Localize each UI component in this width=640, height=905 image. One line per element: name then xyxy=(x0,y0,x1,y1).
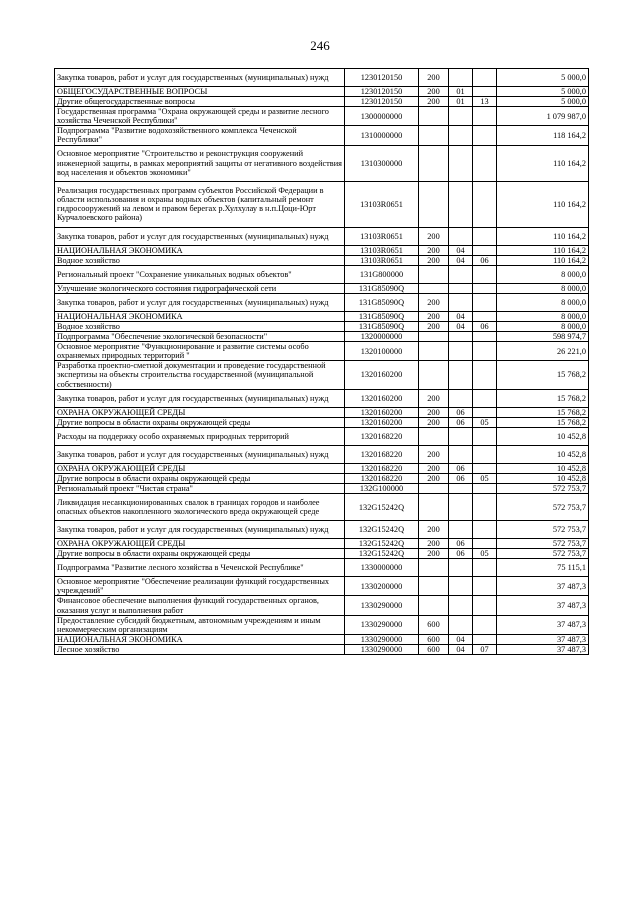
cell-code: 132G100000 xyxy=(345,483,419,493)
table-row xyxy=(55,126,589,145)
table-row xyxy=(55,473,589,483)
cell-vr: 200 xyxy=(419,389,449,407)
table-row xyxy=(55,634,589,644)
cell-sum: 110 164,2 xyxy=(497,145,589,181)
cell-vr xyxy=(419,181,449,227)
table-row xyxy=(55,427,589,445)
cell-rz: 01 xyxy=(449,97,473,107)
cell-name: НАЦИОНАЛЬНАЯ ЭКОНОМИКА xyxy=(55,245,345,255)
cell-vr: 600 xyxy=(419,615,449,634)
cell-pr xyxy=(473,463,497,473)
cell-name: НАЦИОНАЛЬНАЯ ЭКОНОМИКА xyxy=(55,634,345,644)
cell-pr: 06 xyxy=(473,255,497,265)
cell-sum: 26 221,0 xyxy=(497,342,589,361)
cell-code: 1320160200 xyxy=(345,417,419,427)
cell-code: 1330290000 xyxy=(345,615,419,634)
cell-rz xyxy=(449,181,473,227)
cell-sum: 15 768,2 xyxy=(497,361,589,389)
cell-pr: 05 xyxy=(473,417,497,427)
table-row xyxy=(55,245,589,255)
cell-pr xyxy=(473,539,497,549)
cell-rz: 04 xyxy=(449,321,473,331)
cell-pr xyxy=(473,577,497,596)
cell-pr xyxy=(473,494,497,521)
cell-name: Подпрограмма "Развитие лесного хозяйства в Чеченской Республике" xyxy=(55,559,345,577)
cell-rz xyxy=(449,427,473,445)
cell-sum: 110 164,2 xyxy=(497,245,589,255)
cell-vr xyxy=(419,577,449,596)
cell-rz xyxy=(449,126,473,145)
cell-sum: 572 753,7 xyxy=(497,483,589,493)
cell-pr xyxy=(473,293,497,311)
cell-vr xyxy=(419,342,449,361)
cell-rz xyxy=(449,361,473,389)
cell-pr xyxy=(473,332,497,342)
cell-pr xyxy=(473,126,497,145)
cell-name: Основное мероприятие "Функционирование и развитие системы особо охраняемых природных территорий " xyxy=(55,342,345,361)
cell-sum: 110 164,2 xyxy=(497,181,589,227)
cell-name: Закупка товаров, работ и услуг для государственных (муниципальных) нужд xyxy=(55,445,345,463)
table-row xyxy=(55,417,589,427)
cell-name: Разработка проектно-сметной документации и проведение государственной экспертизы на объекты строительства государственной (муниципальной собственности) xyxy=(55,361,345,389)
cell-code: 131G85090Q xyxy=(345,293,419,311)
cell-code: 1310300000 xyxy=(345,145,419,181)
cell-pr xyxy=(473,245,497,255)
cell-rz xyxy=(449,293,473,311)
cell-vr: 200 xyxy=(419,463,449,473)
table-row xyxy=(55,577,589,596)
cell-sum: 110 164,2 xyxy=(497,227,589,245)
cell-rz: 04 xyxy=(449,634,473,644)
cell-vr xyxy=(419,332,449,342)
cell-name: ОБЩЕГОСУДАРСТВЕННЫЕ ВОПРОСЫ xyxy=(55,87,345,97)
table-row xyxy=(55,361,589,389)
cell-vr: 200 xyxy=(419,69,449,87)
cell-sum: 8 000,0 xyxy=(497,321,589,331)
cell-code: 1230120150 xyxy=(345,69,419,87)
table-row xyxy=(55,255,589,265)
cell-pr xyxy=(473,634,497,644)
cell-sum: 37 487,3 xyxy=(497,644,589,654)
cell-name: Основное мероприятие "Строительство и реконструкция сооружений инженерной защиты, в рамках мероприятий защиты от негативного воздействия вод населения и объектов экономики" xyxy=(55,145,345,181)
cell-name: ОХРАНА ОКРУЖАЮЩЕЙ СРЕДЫ xyxy=(55,539,345,549)
table-row xyxy=(55,145,589,181)
cell-vr: 200 xyxy=(419,417,449,427)
cell-pr xyxy=(473,87,497,97)
cell-sum: 598 974,7 xyxy=(497,332,589,342)
cell-code: 1320168220 xyxy=(345,463,419,473)
cell-sum: 8 000,0 xyxy=(497,311,589,321)
cell-sum: 10 452,8 xyxy=(497,427,589,445)
cell-pr xyxy=(473,427,497,445)
cell-vr: 200 xyxy=(419,97,449,107)
cell-rz: 06 xyxy=(449,417,473,427)
table-row xyxy=(55,596,589,615)
table-row xyxy=(55,332,589,342)
cell-rz xyxy=(449,521,473,539)
cell-sum: 8 000,0 xyxy=(497,265,589,283)
cell-rz xyxy=(449,559,473,577)
cell-code: 1330290000 xyxy=(345,634,419,644)
cell-sum: 5 000,0 xyxy=(497,69,589,87)
cell-rz: 06 xyxy=(449,463,473,473)
table-row xyxy=(55,463,589,473)
cell-name: Водное хозяйство xyxy=(55,321,345,331)
cell-rz: 04 xyxy=(449,245,473,255)
cell-pr xyxy=(473,407,497,417)
budget-table-body xyxy=(55,69,589,655)
cell-name: Другие общегосударственные вопросы xyxy=(55,97,345,107)
cell-code: 1320160200 xyxy=(345,389,419,407)
table-row xyxy=(55,293,589,311)
cell-sum: 110 164,2 xyxy=(497,255,589,265)
cell-code: 1230120150 xyxy=(345,87,419,97)
table-row xyxy=(55,483,589,493)
cell-rz xyxy=(449,227,473,245)
cell-code: 1320160200 xyxy=(345,407,419,417)
cell-sum: 5 000,0 xyxy=(497,97,589,107)
page-number: 246 xyxy=(310,38,330,53)
cell-code: 1330000000 xyxy=(345,559,419,577)
cell-sum: 10 452,8 xyxy=(497,473,589,483)
cell-name: Основное мероприятие "Обеспечение реализации функций государственных учреждений" xyxy=(55,577,345,596)
table-row xyxy=(55,644,589,654)
cell-code: 132G15242Q xyxy=(345,521,419,539)
table-row xyxy=(55,181,589,227)
cell-name: Подпрограмма "Развитие водохозяйственного комплекса Чеченской Республики" xyxy=(55,126,345,145)
cell-pr: 06 xyxy=(473,321,497,331)
cell-vr: 600 xyxy=(419,644,449,654)
cell-name: Государственная программа "Охрана окружающей среды и развитие лесного хозяйства Чеченской Республики" xyxy=(55,107,345,126)
cell-name: Водное хозяйство xyxy=(55,255,345,265)
table-row xyxy=(55,445,589,463)
cell-vr: 200 xyxy=(419,321,449,331)
cell-pr xyxy=(473,361,497,389)
cell-pr xyxy=(473,596,497,615)
cell-sum: 37 487,3 xyxy=(497,615,589,634)
cell-vr xyxy=(419,483,449,493)
cell-sum: 572 753,7 xyxy=(497,549,589,559)
cell-name: Закупка товаров, работ и услуг для государственных (муниципальных) нужд xyxy=(55,227,345,245)
cell-pr xyxy=(473,521,497,539)
cell-code: 1320100000 xyxy=(345,342,419,361)
cell-code: 132G15242Q xyxy=(345,539,419,549)
cell-sum: 15 768,2 xyxy=(497,417,589,427)
cell-vr: 200 xyxy=(419,549,449,559)
cell-name: Улучшение экологического состояния гидрографической сети xyxy=(55,283,345,293)
cell-code: 1330200000 xyxy=(345,577,419,596)
cell-vr: 200 xyxy=(419,227,449,245)
table-row xyxy=(55,549,589,559)
cell-sum: 572 753,7 xyxy=(497,521,589,539)
cell-rz: 06 xyxy=(449,539,473,549)
cell-sum: 572 753,7 xyxy=(497,494,589,521)
cell-name: Реализация государственных программ субъектов Российской Федерации в области использования и охраны водных объектов (капитальный ремонт гидросооружений на левом и правом берегах р.Хулхулау в н.п.Цоци-Юрт Курчалоевского района) xyxy=(55,181,345,227)
table-row xyxy=(55,227,589,245)
cell-rz xyxy=(449,107,473,126)
cell-rz: 04 xyxy=(449,644,473,654)
cell-name: Другие вопросы в области охраны окружающей среды xyxy=(55,417,345,427)
cell-pr xyxy=(473,227,497,245)
cell-rz xyxy=(449,283,473,293)
cell-name: Финансовое обеспечение выполнения функций государственных органов, оказания услуг и выполнения работ xyxy=(55,596,345,615)
cell-sum: 572 753,7 xyxy=(497,539,589,549)
cell-vr xyxy=(419,126,449,145)
cell-name: Ликвидация несанкционированных свалок в границах городов и наиболее опасных объектов накопленного экологического вреда окружающей среде xyxy=(55,494,345,521)
table-row xyxy=(55,107,589,126)
cell-code: 132G15242Q xyxy=(345,549,419,559)
cell-name: НАЦИОНАЛЬНАЯ ЭКОНОМИКА xyxy=(55,311,345,321)
cell-code: 131G85090Q xyxy=(345,311,419,321)
cell-code: 13103R0651 xyxy=(345,181,419,227)
table-row xyxy=(55,311,589,321)
cell-pr xyxy=(473,483,497,493)
table-row xyxy=(55,69,589,87)
cell-code: 13103R0651 xyxy=(345,245,419,255)
cell-sum: 37 487,3 xyxy=(497,596,589,615)
cell-rz xyxy=(449,332,473,342)
cell-vr: 200 xyxy=(419,87,449,97)
cell-name: ОХРАНА ОКРУЖАЮЩЕЙ СРЕДЫ xyxy=(55,407,345,417)
cell-sum: 8 000,0 xyxy=(497,293,589,311)
cell-vr xyxy=(419,361,449,389)
cell-code: 1330290000 xyxy=(345,644,419,654)
cell-pr xyxy=(473,145,497,181)
cell-rz xyxy=(449,342,473,361)
cell-rz xyxy=(449,577,473,596)
cell-name: Региональный проект "Сохранение уникальных водных объектов" xyxy=(55,265,345,283)
cell-name: Закупка товаров, работ и услуг для государственных (муниципальных) нужд xyxy=(55,293,345,311)
cell-sum: 37 487,3 xyxy=(497,577,589,596)
cell-rz: 04 xyxy=(449,255,473,265)
cell-sum: 118 164,2 xyxy=(497,126,589,145)
cell-pr: 05 xyxy=(473,473,497,483)
table-row xyxy=(55,494,589,521)
cell-vr xyxy=(419,107,449,126)
table-row xyxy=(55,389,589,407)
cell-name: Закупка товаров, работ и услуг для государственных (муниципальных) нужд xyxy=(55,69,345,87)
table-row xyxy=(55,521,589,539)
cell-sum: 1 079 987,0 xyxy=(497,107,589,126)
cell-code: 1320160200 xyxy=(345,361,419,389)
cell-sum: 15 768,2 xyxy=(497,389,589,407)
cell-vr: 200 xyxy=(419,293,449,311)
cell-name: Подпрограмма "Обеспечение экологической безопасности" xyxy=(55,332,345,342)
cell-code: 1320168220 xyxy=(345,427,419,445)
table-row xyxy=(55,559,589,577)
cell-name: Другие вопросы в области охраны окружающей среды xyxy=(55,473,345,483)
cell-code: 1230120150 xyxy=(345,97,419,107)
table-row xyxy=(55,407,589,417)
cell-code: 1320000000 xyxy=(345,332,419,342)
cell-sum: 37 487,3 xyxy=(497,634,589,644)
table-row xyxy=(55,283,589,293)
cell-code: 1300000000 xyxy=(345,107,419,126)
cell-name: ОХРАНА ОКРУЖАЮЩЕЙ СРЕДЫ xyxy=(55,463,345,473)
cell-pr xyxy=(473,107,497,126)
cell-rz: 06 xyxy=(449,473,473,483)
cell-rz: 04 xyxy=(449,311,473,321)
cell-vr xyxy=(419,145,449,181)
cell-pr xyxy=(473,559,497,577)
cell-sum: 5 000,0 xyxy=(497,87,589,97)
cell-vr: 200 xyxy=(419,445,449,463)
table-row xyxy=(55,615,589,634)
cell-name: Закупка товаров, работ и услуг для государственных (муниципальных) нужд xyxy=(55,389,345,407)
cell-rz xyxy=(449,596,473,615)
cell-vr xyxy=(419,494,449,521)
table-row xyxy=(55,97,589,107)
cell-name: Лесное хозяйство xyxy=(55,644,345,654)
cell-code: 131G85090Q xyxy=(345,321,419,331)
cell-rz xyxy=(449,265,473,283)
cell-code: 13103R0651 xyxy=(345,255,419,265)
cell-vr: 600 xyxy=(419,634,449,644)
cell-pr xyxy=(473,265,497,283)
cell-rz xyxy=(449,145,473,181)
table-row xyxy=(55,321,589,331)
cell-sum: 15 768,2 xyxy=(497,407,589,417)
cell-name: Региональный проект "Чистая страна" xyxy=(55,483,345,493)
table-row xyxy=(55,265,589,283)
cell-pr xyxy=(473,283,497,293)
cell-name: Закупка товаров, работ и услуг для государственных (муниципальных) нужд xyxy=(55,521,345,539)
cell-vr: 200 xyxy=(419,473,449,483)
cell-name: Другие вопросы в области охраны окружающей среды xyxy=(55,549,345,559)
cell-vr: 200 xyxy=(419,407,449,417)
cell-vr: 200 xyxy=(419,539,449,549)
cell-pr xyxy=(473,181,497,227)
cell-vr: 200 xyxy=(419,255,449,265)
cell-vr xyxy=(419,283,449,293)
cell-vr xyxy=(419,265,449,283)
table-row xyxy=(55,539,589,549)
cell-vr: 200 xyxy=(419,311,449,321)
cell-rz: 01 xyxy=(449,87,473,97)
cell-pr: 13 xyxy=(473,97,497,107)
budget-table xyxy=(54,68,589,655)
table-row xyxy=(55,342,589,361)
cell-rz xyxy=(449,445,473,463)
cell-pr xyxy=(473,445,497,463)
cell-pr xyxy=(473,342,497,361)
cell-name: Предоставление субсидий бюджетным, автономным учреждениям и иным некоммерческим организациям xyxy=(55,615,345,634)
cell-sum: 10 452,8 xyxy=(497,463,589,473)
cell-vr xyxy=(419,596,449,615)
cell-vr: 200 xyxy=(419,245,449,255)
cell-code: 1310000000 xyxy=(345,126,419,145)
cell-vr xyxy=(419,559,449,577)
cell-code: 1320168220 xyxy=(345,473,419,483)
cell-rz xyxy=(449,69,473,87)
cell-code: 131G800000 xyxy=(345,265,419,283)
cell-name: Расходы на поддержку особо охраняемых природных территорий xyxy=(55,427,345,445)
cell-code: 1320168220 xyxy=(345,445,419,463)
cell-pr xyxy=(473,69,497,87)
cell-pr xyxy=(473,311,497,321)
cell-rz xyxy=(449,389,473,407)
cell-sum: 75 115,1 xyxy=(497,559,589,577)
cell-pr: 07 xyxy=(473,644,497,654)
cell-vr xyxy=(419,427,449,445)
cell-rz: 06 xyxy=(449,407,473,417)
cell-vr: 200 xyxy=(419,521,449,539)
cell-rz xyxy=(449,615,473,634)
cell-code: 132G15242Q xyxy=(345,494,419,521)
cell-rz xyxy=(449,494,473,521)
cell-code: 13103R0651 xyxy=(345,227,419,245)
cell-sum: 8 000,0 xyxy=(497,283,589,293)
cell-sum: 10 452,8 xyxy=(497,445,589,463)
cell-pr xyxy=(473,615,497,634)
cell-code: 1330290000 xyxy=(345,596,419,615)
table-row xyxy=(55,87,589,97)
cell-pr: 05 xyxy=(473,549,497,559)
cell-rz: 06 xyxy=(449,549,473,559)
cell-rz xyxy=(449,483,473,493)
cell-code: 131G85090Q xyxy=(345,283,419,293)
cell-pr xyxy=(473,389,497,407)
